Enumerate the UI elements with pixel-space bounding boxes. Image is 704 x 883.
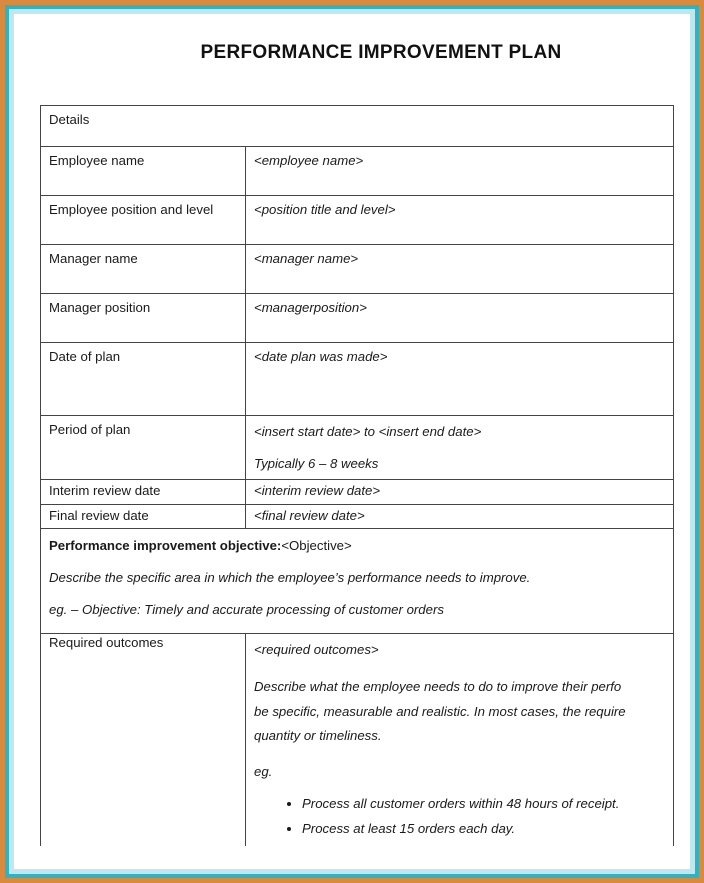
outcomes-eg: eg.	[254, 764, 273, 779]
outcomes-description-line: quantity or timeliness.	[254, 728, 382, 743]
list-item: • Process all customer orders within 48 hours of receipt.	[302, 796, 665, 812]
period-value: <insert start date> to <insert end date>	[254, 424, 482, 439]
objective-label: Performance improvement objective:	[49, 538, 282, 553]
outcomes-value: <required outcomes>	[254, 642, 379, 657]
document-page	[14, 14, 690, 869]
period-row	[41, 416, 674, 480]
list-item: • Process at least 15 orders each day.	[302, 821, 665, 837]
table-row	[41, 196, 674, 245]
final-row	[41, 505, 674, 529]
plan-table	[40, 105, 674, 846]
period-note: Typically 6 – 8 weeks	[254, 456, 379, 471]
period-cell	[246, 416, 674, 480]
objective-value: <Objective>	[281, 538, 352, 553]
row-label: Employee name	[41, 147, 246, 196]
interim-value: <interim review date>	[246, 480, 674, 505]
row-value: <manager name>	[246, 245, 674, 294]
outcomes-label: Required outcomes	[41, 634, 246, 847]
row-label: Manager name	[41, 245, 246, 294]
final-label: Final review date	[41, 505, 246, 529]
row-label: Employee position and level	[41, 196, 246, 245]
period-label: Period of plan	[41, 416, 246, 480]
row-label: Date of plan	[41, 343, 246, 416]
row-value: <date plan was made>	[246, 343, 674, 416]
interim-row	[41, 480, 674, 505]
objective-example: eg. – Objective: Timely and accurate processing of customer orders	[49, 602, 444, 617]
objective-row	[41, 529, 674, 634]
table-row	[41, 245, 674, 294]
final-value: <final review date>	[246, 505, 674, 529]
outcomes-description-line: Describe what the employee needs to do to improve their perfo	[254, 679, 622, 694]
row-value: <managerposition>	[246, 294, 674, 343]
objective-cell	[41, 529, 674, 634]
details-row	[41, 106, 674, 147]
outcomes-bullet-list	[254, 796, 665, 837]
row-label: Manager position	[41, 294, 246, 343]
table-row	[41, 147, 674, 196]
objective-description: Describe the specific area in which the employee’s performance needs to improve.	[49, 570, 531, 585]
outcomes-cell	[246, 634, 674, 847]
table-row	[41, 294, 674, 343]
row-value: <employee name>	[246, 147, 674, 196]
document-title: PERFORMANCE IMPROVEMENT PLAN	[200, 42, 562, 63]
row-value: <position title and level>	[246, 196, 674, 245]
table-row	[41, 343, 674, 416]
outcomes-row	[41, 634, 674, 847]
details-header: Details	[41, 106, 674, 147]
interim-label: Interim review date	[41, 480, 246, 505]
outcomes-description-line: be specific, measurable and realistic. In most cases, the require	[254, 704, 626, 719]
